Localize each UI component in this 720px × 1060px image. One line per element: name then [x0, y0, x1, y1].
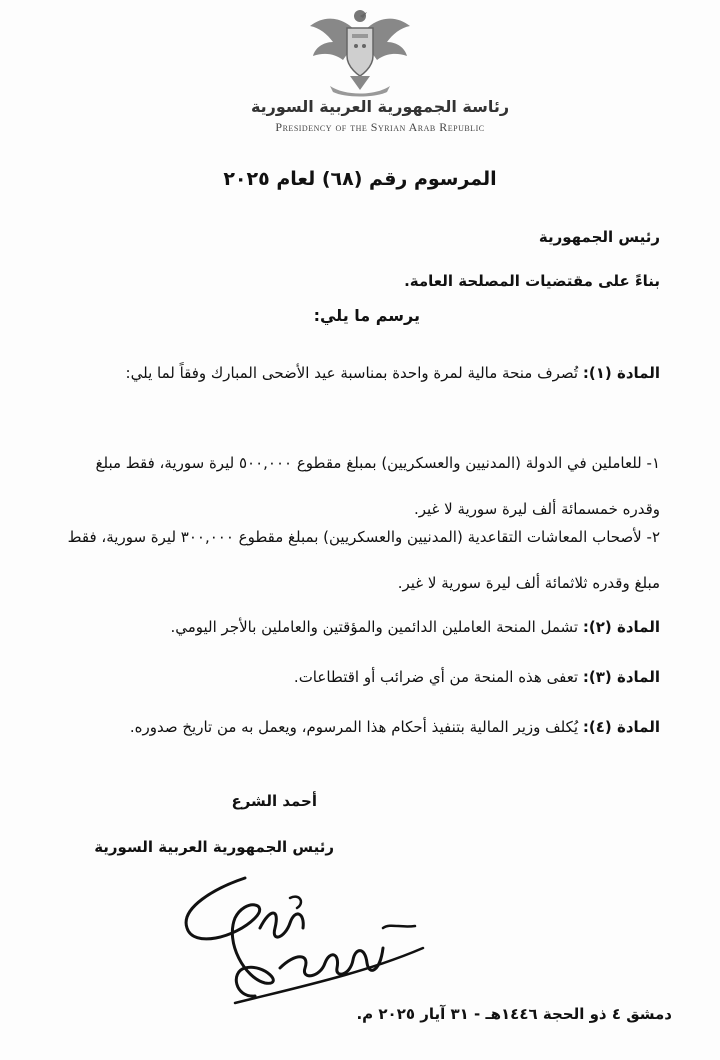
- item-text: لأصحاب المعاشات التقاعدية (المدنيين والعسكريين) بمبلغ مقطوع ٣٠٠,٠٠٠ ليرة سورية، فقط مبلغ وقدره ثلاثمائة ألف ليرة سورية لا غير.: [67, 528, 660, 592]
- article-label: المادة (٣):: [582, 668, 660, 686]
- article-4: [60, 704, 660, 750]
- article-text: تشمل المنحة العاملين الدائمين والمؤقتين والعاملين بالأجر اليومي.: [170, 618, 579, 636]
- date-line: دمشق ٤ ذو الحجة ١٤٤٦هـ - ٣١ آيار ٢٠٢٥ م.: [356, 1005, 672, 1023]
- article-label: المادة (١):: [582, 364, 660, 382]
- issuer-line: رئيس الجمهورية: [538, 228, 660, 246]
- presidency-english-title: Presidency of the Syrian Arab Republic: [275, 120, 485, 134]
- item-text: للعاملين في الدولة (المدنيين والعسكريين) بمبلغ مقطوع ٥٠٠,٠٠٠ ليرة سورية، فقط مبلغ وقدره خمسمائة ألف ليرة سورية لا غير.: [95, 454, 660, 518]
- article-1: [60, 350, 660, 396]
- presidency-arabic-title: رئاسة الجمهورية العربية السورية: [250, 97, 510, 116]
- basis-line: بناءً على مقتضيات المصلحة العامة.: [404, 272, 660, 290]
- syrian-eagle-emblem-icon: [305, 6, 415, 98]
- handwritten-signature-icon: [175, 868, 425, 1008]
- article-3: [60, 654, 660, 700]
- article-2: [60, 604, 660, 650]
- article-text: يُكلف وزير المالية بتنفيذ أحكام هذا المرسوم، ويعمل به من تاريخ صدوره.: [129, 718, 579, 736]
- article-1-item-2: [60, 514, 660, 606]
- article-text: تعفى هذه المنحة من أي ضرائب أو اقتطاعات.: [293, 668, 579, 686]
- decree-title: المرسوم رقم (٦٨) لعام ٢٠٢٥: [223, 168, 497, 190]
- article-label: المادة (٤):: [582, 718, 660, 736]
- item-label: ٢-: [646, 528, 660, 546]
- decrees-line: يرسم ما يلي:: [313, 306, 420, 325]
- signer-title: رئيس الجمهورية العربية السورية: [94, 838, 334, 856]
- item-label: ١-: [646, 454, 660, 472]
- signer-name: أحمد الشرع: [231, 792, 317, 810]
- article-text: تُصرف منحة مالية لمرة واحدة بمناسبة عيد الأضحى المبارك وفقاً لما يلي:: [125, 364, 579, 382]
- article-label: المادة (٢):: [582, 618, 660, 636]
